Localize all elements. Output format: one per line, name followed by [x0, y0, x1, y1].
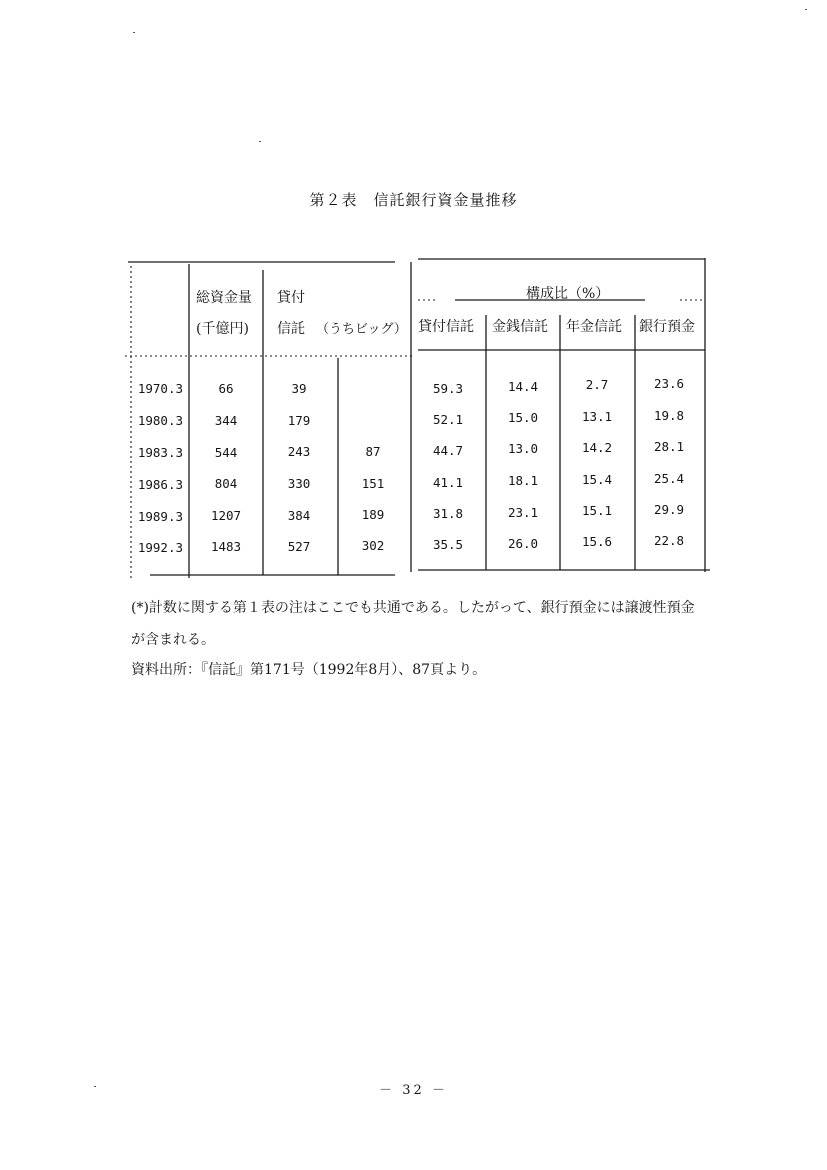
row-ratio-loan: 35.5	[432, 537, 464, 552]
row-ratio-money: 23.1	[507, 505, 539, 520]
row-loan: 527	[287, 539, 311, 554]
row-year: 1980.3	[137, 413, 183, 428]
row-total: 344	[214, 413, 238, 428]
row-year: 1989.3	[137, 509, 183, 524]
header-ratio-group: 構成比（%）	[526, 286, 610, 302]
row-loan: 384	[287, 508, 311, 523]
row-ratio-deposit: 19.8	[653, 408, 685, 423]
row-ratio-money: 13.0	[507, 441, 539, 456]
header-total-line2: (千億円)	[196, 321, 249, 337]
row-total: 66	[218, 381, 234, 396]
row-ratio-deposit: 29.9	[653, 502, 685, 517]
row-total: 544	[214, 445, 238, 460]
page-number: － 32 －	[379, 1083, 448, 1098]
row-total: 1483	[210, 539, 242, 554]
row-ratio-deposit: 23.6	[653, 376, 685, 391]
row-ratio-deposit: 25.4	[653, 471, 685, 486]
header-ratio-money-trust: 金銭信託	[492, 319, 548, 335]
row-ratio-money: 14.4	[507, 379, 539, 394]
scan-speck	[133, 32, 135, 33]
scan-speck	[94, 1086, 96, 1087]
note-line1: (*)計数に関する第１表の注はここでも共通である。したがって、銀行預金には譲渡性預金	[131, 600, 695, 616]
row-ratio-money: 15.0	[507, 410, 539, 425]
note-line2: が含まれる。	[131, 632, 215, 648]
table-title: 第２表 信託銀行資金量推移	[309, 191, 518, 209]
row-ratio-pension: 15.4	[581, 472, 613, 487]
row-ratio-deposit: 22.8	[653, 533, 685, 548]
row-ratio-money: 18.1	[507, 473, 539, 488]
header-loan-line2: 信託	[277, 321, 305, 337]
row-ratio-pension: 14.2	[581, 440, 613, 455]
row-total: 804	[214, 476, 238, 491]
row-year: 1986.3	[137, 477, 183, 492]
row-ratio-pension: 15.6	[581, 534, 613, 549]
row-ratio-deposit: 28.1	[653, 439, 685, 454]
header-loan-line1: 貸付	[277, 290, 305, 306]
scan-speck	[805, 9, 807, 10]
scan-speck	[259, 141, 261, 142]
row-loan: 179	[287, 413, 311, 428]
header-big: （うちビッグ）	[316, 322, 407, 337]
row-year: 1992.3	[137, 540, 183, 555]
row-big: 151	[361, 476, 385, 491]
header-ratio-pension-trust: 年金信託	[566, 319, 622, 335]
row-ratio-money: 26.0	[507, 536, 539, 551]
row-year: 1970.3	[137, 381, 183, 396]
header-total-line1: 総資金量	[196, 290, 252, 306]
header-ratio-bank-deposit: 銀行預金	[639, 319, 695, 335]
row-total: 1207	[210, 508, 242, 523]
header-ratio-loan-trust: 貸付信託	[418, 319, 474, 335]
row-ratio-pension: 2.7	[585, 377, 609, 392]
row-ratio-pension: 15.1	[581, 503, 613, 518]
source-note: 資料出所：『信託』第171号（1992年8月）、87頁より。	[131, 662, 487, 678]
row-big: 87	[365, 444, 381, 459]
row-big: 189	[361, 507, 385, 522]
row-ratio-loan: 44.7	[432, 443, 464, 458]
row-loan: 39	[291, 381, 307, 396]
row-loan: 243	[287, 444, 311, 459]
row-ratio-loan: 52.1	[432, 412, 464, 427]
row-loan: 330	[287, 476, 311, 491]
row-ratio-loan: 59.3	[432, 381, 464, 396]
row-ratio-loan: 31.8	[432, 506, 464, 521]
row-ratio-loan: 41.1	[432, 475, 464, 490]
row-year: 1983.3	[137, 445, 183, 460]
row-ratio-pension: 13.1	[581, 409, 613, 424]
row-big: 302	[361, 538, 385, 553]
